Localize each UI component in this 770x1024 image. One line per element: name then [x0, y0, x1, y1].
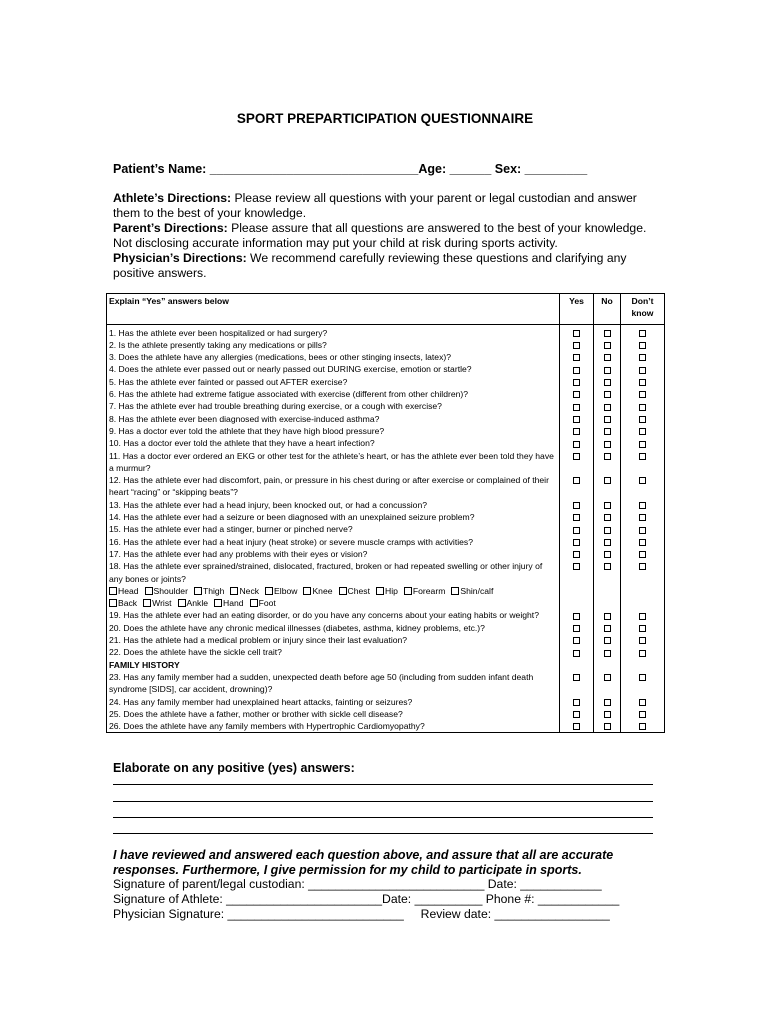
yes-checkbox-6[interactable] — [573, 391, 580, 398]
question-text-15: 15. Has the athlete ever had a stinger, burner or pinched nerve? — [107, 523, 560, 535]
yes-checkbox-2[interactable] — [573, 342, 580, 349]
elaborate-answer-line-3[interactable] — [113, 817, 653, 818]
parent-directions-label: Parent’s Directions: — [113, 221, 228, 235]
no-checkbox-6[interactable] — [604, 391, 611, 398]
consent-statement: I have reviewed and answered each question above, and assure that all are accurate responses. Furthermore, I give permission for my child to participate in sports. — [113, 848, 614, 877]
dont-know-checkbox-21[interactable] — [639, 637, 646, 644]
question-row-25 — [107, 708, 665, 720]
athlete-directions-label: Athlete’s Directions: — [113, 191, 232, 205]
body-part-checkbox[interactable] — [143, 599, 151, 607]
directions-block — [113, 191, 653, 281]
dont-know-checkbox-6[interactable] — [639, 391, 646, 398]
yes-checkbox-22[interactable] — [573, 650, 580, 657]
body-part-checkbox[interactable] — [109, 599, 117, 607]
question-row-10 — [107, 437, 665, 449]
no-checkbox-17[interactable] — [604, 551, 611, 558]
dont-know-checkbox-12[interactable] — [639, 477, 646, 484]
question-row-1 — [107, 324, 665, 339]
body-part-knee[interactable]: Knee — [303, 586, 332, 596]
yes-checkbox-24[interactable] — [573, 699, 580, 706]
physician-directions-label: Physician’s Directions: — [113, 251, 247, 265]
question-row-3 — [107, 351, 665, 363]
body-part-checkbox[interactable] — [376, 587, 384, 595]
question-row-4 — [107, 363, 665, 375]
dont-know-checkbox-16[interactable] — [639, 539, 646, 546]
page-title: SPORT PREPARTICIPATION QUESTIONNAIRE — [236, 111, 534, 126]
no-checkbox-10[interactable] — [604, 441, 611, 448]
question-row-9 — [107, 425, 665, 437]
body-part-checkbox[interactable] — [265, 587, 273, 595]
patient-info-line[interactable]: Patient’s Name: ______________________________Age: ______ Sex: _________ — [113, 162, 588, 176]
question-row-26 — [107, 720, 665, 733]
questions-table — [106, 293, 665, 733]
yes-checkbox-8[interactable] — [573, 416, 580, 423]
question-row-18 — [107, 560, 665, 585]
elaborate-answer-line-4[interactable] — [113, 833, 653, 834]
yes-checkbox-15[interactable] — [573, 527, 580, 534]
yes-checkbox-18[interactable] — [573, 563, 580, 570]
body-part-checkbox[interactable] — [109, 587, 117, 595]
parent-signature-line[interactable]: Signature of parent/legal custodian: __________________________ Date: ____________ — [113, 877, 602, 891]
dont-know-checkbox-4[interactable] — [639, 367, 646, 374]
body-part-checkbox[interactable] — [230, 587, 238, 595]
yes-checkbox-10[interactable] — [573, 441, 580, 448]
dont-know-checkbox-25[interactable] — [639, 711, 646, 718]
no-checkbox-13[interactable] — [604, 502, 611, 509]
dont-know-checkbox-8[interactable] — [639, 416, 646, 423]
question-row-14 — [107, 511, 665, 523]
no-checkbox-8[interactable] — [604, 416, 611, 423]
body-part-checkbox[interactable] — [145, 587, 153, 595]
dont-know-checkbox-13[interactable] — [639, 502, 646, 509]
question-text-13: 13. Has the athlete ever had a head injury, been knocked out, or had a concussion? — [107, 499, 560, 511]
yes-checkbox-4[interactable] — [573, 367, 580, 374]
question-text-26: 26. Does the athlete have any family members with Hypertrophic Cardiomyopathy? — [107, 720, 560, 733]
question-text-7: 7. Has the athlete ever had trouble breathing during exercise, or a cough with exercise? — [107, 400, 560, 412]
question-text-18: 18. Has the athlete ever sprained/strained, dislocated, fractured, broken or had repeated swelling or other injury of any bones or joints? — [107, 560, 560, 585]
body-part-checkbox[interactable] — [339, 587, 347, 595]
dont-know-checkbox-26[interactable] — [639, 723, 646, 730]
dont-know-checkbox-3[interactable] — [639, 354, 646, 361]
question-text-24: 24. Has any family member had unexplained heart attacks, fainting or seizures? — [107, 696, 560, 708]
question-row-2 — [107, 339, 665, 351]
no-checkbox-5[interactable] — [604, 379, 611, 386]
question-text-19: 19. Has the athlete ever had an eating disorder, or do you have any concerns about your eating habits or weight? — [107, 609, 560, 621]
no-checkbox-9[interactable] — [604, 428, 611, 435]
no-checkbox-18[interactable] — [604, 563, 611, 570]
question-row-8 — [107, 413, 665, 425]
question-text-8: 8. Has the athlete ever been diagnosed with exercise-induced asthma? — [107, 413, 560, 425]
dont-know-checkbox-15[interactable] — [639, 527, 646, 534]
header-yes: Yes — [560, 294, 594, 325]
yes-checkbox-21[interactable] — [573, 637, 580, 644]
yes-checkbox-12[interactable] — [573, 477, 580, 484]
no-checkbox-22[interactable] — [604, 650, 611, 657]
elaborate-answer-line-2[interactable] — [113, 801, 653, 802]
body-part-hand[interactable]: Hand — [214, 598, 244, 608]
family-history-row — [107, 659, 665, 671]
no-checkbox-15[interactable] — [604, 527, 611, 534]
table-header-row — [107, 294, 665, 325]
yes-checkbox-16[interactable] — [573, 539, 580, 546]
question-text-6: 6. Has the athlete had extreme fatigue associated with exercise (different from other children)? — [107, 388, 560, 400]
no-checkbox-3[interactable] — [604, 354, 611, 361]
question-text-21: 21. Has the athlete had a medical problem or injury since their last evaluation? — [107, 634, 560, 646]
yes-checkbox-13[interactable] — [573, 502, 580, 509]
body-part-checkbox[interactable] — [451, 587, 459, 595]
question-row-21 — [107, 634, 665, 646]
dont-know-checkbox-1[interactable] — [639, 330, 646, 337]
physician-directions — [113, 251, 653, 281]
body-part-forearm[interactable]: Forearm — [404, 586, 445, 596]
yes-checkbox-19[interactable] — [573, 613, 580, 620]
physician-signature-line[interactable]: Physician Signature: __________________________ Review date: _________________ — [113, 907, 610, 921]
body-part-checkbox[interactable] — [404, 587, 412, 595]
question-text-11: 11. Has a doctor ever ordered an EKG or other test for the athlete’s heart, or has the athlete ever been told they have a murmur? — [107, 450, 560, 475]
dont-know-checkbox-19[interactable] — [639, 613, 646, 620]
question-text-25: 25. Does the athlete have a father, mother or brother with sickle cell disease? — [107, 708, 560, 720]
athlete-directions-text: Please review all questions with your parent or legal custodian and answer them to the best of your knowledge. — [113, 191, 637, 220]
body-part-thigh[interactable]: Thigh — [194, 586, 225, 596]
body-part-hip[interactable]: Hip — [376, 586, 398, 596]
no-checkbox-2[interactable] — [604, 342, 611, 349]
athlete-directions — [113, 191, 653, 221]
body-part-neck[interactable]: Neck — [230, 586, 259, 596]
question-text-1: 1. Has the athlete ever been hospitalized or had surgery? — [107, 324, 560, 339]
elaborate-answer-line-1[interactable] — [113, 784, 653, 785]
dont-know-checkbox-17[interactable] — [639, 551, 646, 558]
family-history-heading: FAMILY HISTORY — [107, 659, 560, 671]
question-row-24 — [107, 696, 665, 708]
athlete-signature-line[interactable]: Signature of Athlete: _______________________Date: __________ Phone #: ____________ — [113, 892, 620, 906]
body-part-wrist[interactable]: Wrist — [143, 598, 171, 608]
question-row-6 — [107, 388, 665, 400]
question-row-16 — [107, 536, 665, 548]
body-part-checkbox[interactable] — [303, 587, 311, 595]
question-text-22: 22. Does the athlete have the sickle cell trait? — [107, 646, 560, 658]
yes-checkbox-7[interactable] — [573, 404, 580, 411]
question-row-20 — [107, 622, 665, 634]
body-part-checkbox[interactable] — [214, 599, 222, 607]
question-text-2: 2. Is the athlete presently taking any medications or pills? — [107, 339, 560, 351]
question-text-16: 16. Has the athlete ever had a heat injury (heat stroke) or severe muscle cramps with activities? — [107, 536, 560, 548]
body-part-head[interactable]: Head — [109, 586, 139, 596]
question-row-5 — [107, 376, 665, 388]
question-row-22 — [107, 646, 665, 658]
no-checkbox-19[interactable] — [604, 613, 611, 620]
question-text-12: 12. Has the athlete ever had discomfort, pain, or pressure in his chest during or after exercise or complained of their heart “racing” or “skipping beats”? — [107, 474, 560, 499]
body-part-shoulder[interactable]: Shoulder — [145, 586, 188, 596]
body-parts-row — [107, 585, 665, 610]
body-part-checkbox[interactable] — [178, 599, 186, 607]
dont-know-checkbox-22[interactable] — [639, 650, 646, 657]
question-row-12 — [107, 474, 665, 499]
parent-directions — [113, 221, 653, 251]
dont-know-checkbox-18[interactable] — [639, 563, 646, 570]
header-explain: Explain “Yes” answers below — [107, 294, 560, 325]
no-checkbox-4[interactable] — [604, 367, 611, 374]
body-part-shin-calf[interactable]: Shin/calf — [451, 586, 493, 596]
body-part-elbow[interactable]: Elbow — [265, 586, 297, 596]
dont-know-checkbox-9[interactable] — [639, 428, 646, 435]
no-checkbox-26[interactable] — [604, 723, 611, 730]
question-row-13 — [107, 499, 665, 511]
yes-checkbox-14[interactable] — [573, 514, 580, 521]
dont-know-checkbox-23[interactable] — [639, 674, 646, 681]
no-checkbox-25[interactable] — [604, 711, 611, 718]
physician-directions-text: We recommend carefully reviewing these questions and clarifying any positive answers. — [113, 251, 627, 280]
no-checkbox-23[interactable] — [604, 674, 611, 681]
body-parts-list — [107, 585, 560, 610]
header-dont-know: Don’t know — [621, 294, 665, 325]
question-text-9: 9. Has a doctor ever told the athlete that they have high blood pressure? — [107, 425, 560, 437]
yes-checkbox-5[interactable] — [573, 379, 580, 386]
body-part-ankle[interactable]: Ankle — [178, 598, 209, 608]
dont-know-checkbox-14[interactable] — [639, 514, 646, 521]
no-checkbox-20[interactable] — [604, 625, 611, 632]
yes-checkbox-25[interactable] — [573, 711, 580, 718]
dont-know-checkbox-24[interactable] — [639, 699, 646, 706]
no-checkbox-21[interactable] — [604, 637, 611, 644]
no-checkbox-24[interactable] — [604, 699, 611, 706]
question-row-17 — [107, 548, 665, 560]
yes-checkbox-11[interactable] — [573, 453, 580, 460]
body-part-checkbox[interactable] — [250, 599, 258, 607]
yes-checkbox-9[interactable] — [573, 428, 580, 435]
question-text-5: 5. Has the athlete ever fainted or passed out AFTER exercise? — [107, 376, 560, 388]
no-checkbox-7[interactable] — [604, 404, 611, 411]
body-part-chest[interactable]: Chest — [339, 586, 370, 596]
no-checkbox-1[interactable] — [604, 330, 611, 337]
no-checkbox-12[interactable] — [604, 477, 611, 484]
question-text-23: 23. Has any family member had a sudden, unexpected death before age 50 (including from sudden infant death syndrome [SIDS], car accident, drowning)? — [107, 671, 560, 696]
yes-checkbox-23[interactable] — [573, 674, 580, 681]
question-text-4: 4. Does the athlete ever passed out or nearly passed out DURING exercise, emotion or startle? — [107, 363, 560, 375]
yes-checkbox-20[interactable] — [573, 625, 580, 632]
question-row-23 — [107, 671, 665, 696]
dont-know-checkbox-11[interactable] — [639, 453, 646, 460]
body-part-foot[interactable]: Foot — [250, 598, 276, 608]
header-no: No — [594, 294, 621, 325]
question-text-3: 3. Does the athlete have any allergies (medications, bees or other stinging insects, latex)? — [107, 351, 560, 363]
dont-know-checkbox-7[interactable] — [639, 404, 646, 411]
question-row-15 — [107, 523, 665, 535]
yes-checkbox-3[interactable] — [573, 354, 580, 361]
yes-checkbox-26[interactable] — [573, 723, 580, 730]
elaborate-heading: Elaborate on any positive (yes) answers: — [113, 761, 355, 775]
dont-know-checkbox-2[interactable] — [639, 342, 646, 349]
question-text-17: 17. Has the athlete ever had any problems with their eyes or vision? — [107, 548, 560, 560]
body-part-back[interactable]: Back — [109, 598, 137, 608]
yes-checkbox-1[interactable] — [573, 330, 580, 337]
question-row-11 — [107, 450, 665, 475]
parent-directions-text: Please assure that all questions are answered to the best of your knowledge. Not disclosing accurate information may put your child at risk during sports activity. — [113, 221, 647, 250]
question-text-14: 14. Has the athlete ever had a seizure or been diagnosed with an unexplained seizure problem? — [107, 511, 560, 523]
dont-know-checkbox-20[interactable] — [639, 625, 646, 632]
yes-checkbox-17[interactable] — [573, 551, 580, 558]
no-checkbox-14[interactable] — [604, 514, 611, 521]
question-row-19 — [107, 609, 665, 621]
dont-know-checkbox-5[interactable] — [639, 379, 646, 386]
no-checkbox-11[interactable] — [604, 453, 611, 460]
question-row-7 — [107, 400, 665, 412]
question-text-10: 10. Has a doctor ever told the athlete that they have a heart infection? — [107, 437, 560, 449]
question-text-20: 20. Does the athlete have any chronic medical illnesses (diabetes, asthma, kidney problems, etc.)? — [107, 622, 560, 634]
dont-know-checkbox-10[interactable] — [639, 441, 646, 448]
no-checkbox-16[interactable] — [604, 539, 611, 546]
body-part-checkbox[interactable] — [194, 587, 202, 595]
